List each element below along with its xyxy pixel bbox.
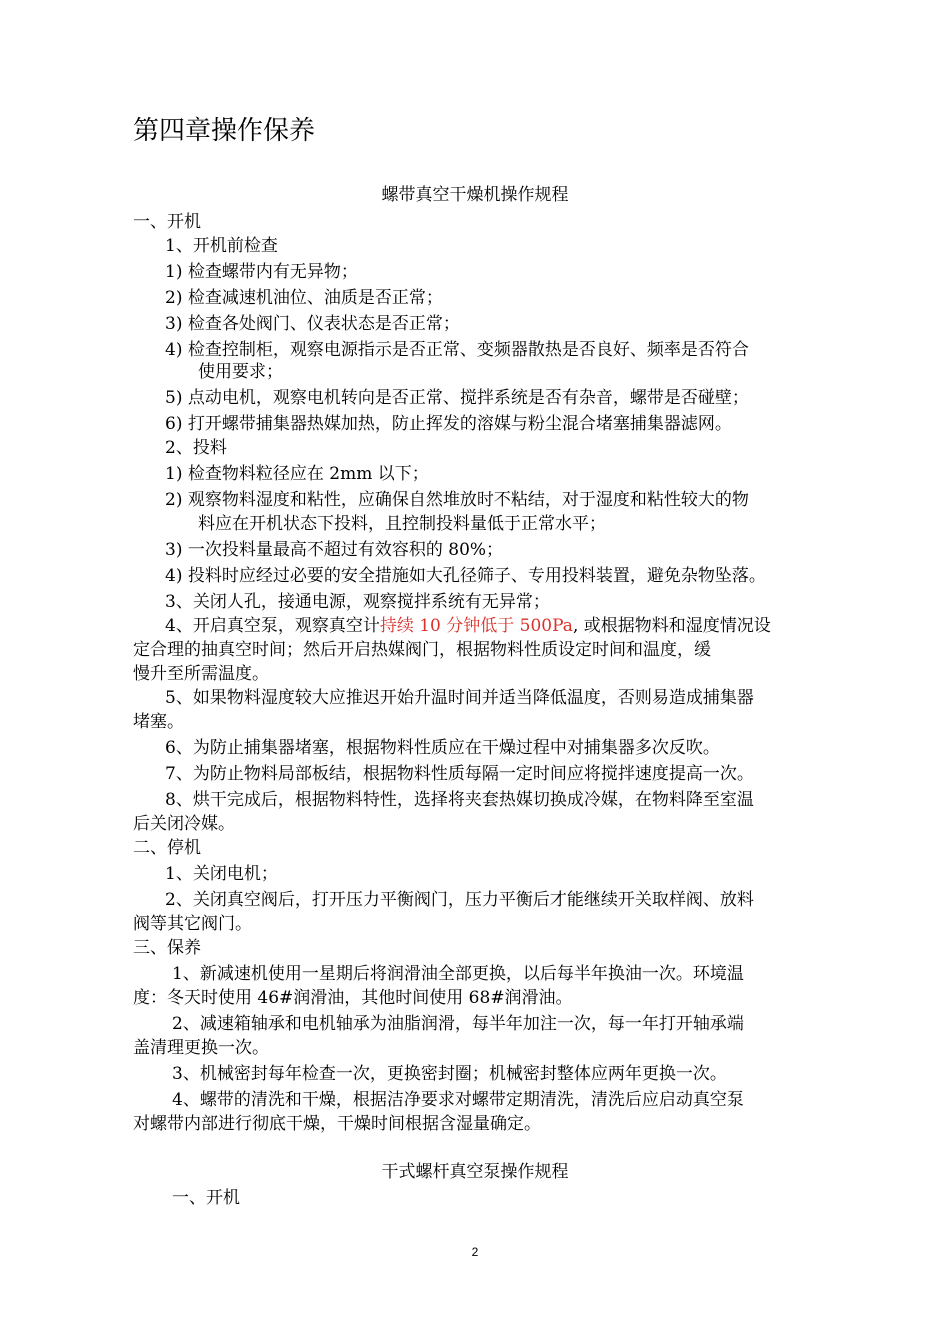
paragraph: 2、减速箱轴承和电机轴承为油脂润滑，每半年加注一次，每一年打开轴承端 xyxy=(172,1014,744,1034)
subheading: 2、投料 xyxy=(165,438,227,458)
subheading: 1、开机前检查 xyxy=(165,236,278,256)
list-item: 1) 检查螺带内有无异物； xyxy=(165,262,358,282)
list-item: 1) 检查物料粒径应在 2mm 以下； xyxy=(165,464,429,484)
paragraph: 3、机械密封每年检查一次，更换密封圈；机械密封整体应两年更换一次。 xyxy=(172,1064,727,1084)
paragraph: 1、关闭电机； xyxy=(165,864,278,884)
list-item: 2) 检查减速机油位、油质是否正常； xyxy=(165,288,443,308)
paragraph-text: , 或根据物料和湿度情况设 xyxy=(572,616,771,636)
highlight-text: 持续 10 分钟低于 500Pa xyxy=(379,616,573,636)
heading: 三、保养 xyxy=(133,938,201,958)
section-title: 螺带真空干燥机操作规程 xyxy=(381,185,569,205)
paragraph-cont: 后关闭冷媒。 xyxy=(133,814,235,834)
paragraph-cont: 盖清理更换一次。 xyxy=(133,1038,269,1058)
paragraph-cont: 堵塞。 xyxy=(133,712,184,732)
list-item: 3) 一次投料量最高不超过有效容积的 80%； xyxy=(165,540,504,560)
paragraph: 3、关闭人孔，接通电源，观察搅拌系统有无异常； xyxy=(165,592,550,612)
paragraph-text: 4、开启真空泵，观察真空计 xyxy=(165,616,380,636)
heading: 一、开机 xyxy=(133,212,201,232)
list-item: 3) 检查各处阀门、仪表状态是否正常； xyxy=(165,314,460,334)
paragraph: 6、为防止捕集器堵塞，根据物料性质应在干燥过程中对捕集器多次反吹。 xyxy=(165,738,720,758)
list-item-cont: 使用要求； xyxy=(198,362,283,382)
paragraph-cont: 慢升至所需温度。 xyxy=(133,664,269,684)
paragraph: 2、关闭真空阀后，打开压力平衡阀门，压力平衡后才能继续开关取样阀、放料 xyxy=(165,890,754,910)
page-number: 2 xyxy=(471,1245,479,1259)
heading: 二、停机 xyxy=(133,838,201,858)
paragraph-cont: 对螺带内部进行彻底干燥，干燥时间根据含湿量确定。 xyxy=(133,1114,541,1134)
list-item: 5) 点动电机，观察电机转向是否正常、搅拌系统是否有杂音，螺带是否碰壁； xyxy=(165,388,749,408)
paragraph-cont: 度：冬天时使用 46#润滑油，其他时间使用 68#润滑油。 xyxy=(133,988,573,1008)
paragraph: 5、如果物料湿度较大应推迟开始升温时间并适当降低温度，否则易造成捕集器 xyxy=(165,688,754,708)
paragraph: 1、新减速机使用一星期后将润滑油全部更换，以后每半年换油一次。环境温 xyxy=(172,964,744,984)
paragraph-cont: 阀等其它阀门。 xyxy=(133,914,252,934)
heading: 一、开机 xyxy=(172,1188,240,1208)
list-item-cont: 料应在开机状态下投料，且控制投料量低于正常水平； xyxy=(198,514,606,534)
paragraph: 8、烘干完成后，根据物料特性，选择将夹套热媒切换成冷媒，在物料降至室温 xyxy=(165,790,754,810)
paragraph-cont: 定合理的抽真空时间；然后开启热媒阀门，根据物料性质设定时间和温度，缓 xyxy=(133,640,711,660)
list-item: 6) 打开螺带捕集器热媒加热，防止挥发的溶媒与粉尘混合堵塞捕集器滤网。 xyxy=(165,414,732,434)
chapter-title: 第四章操作保养 xyxy=(133,116,316,146)
section-title: 干式螺杆真空泵操作规程 xyxy=(381,1162,569,1182)
paragraph xyxy=(165,614,771,638)
list-item: 2) 观察物料湿度和粘性，应确保自然堆放时不粘结，对于湿度和粘性较大的物 xyxy=(165,490,749,510)
list-item: 4) 检查控制柜，观察电源指示是否正常、变频器散热是否良好、频率是否符合 xyxy=(165,340,749,360)
paragraph: 4、螺带的清洗和干燥，根据洁净要求对螺带定期清洗，清洗后应启动真空泵 xyxy=(172,1090,744,1110)
paragraph: 7、为防止物料局部板结，根据物料性质每隔一定时间应将搅拌速度提高一次。 xyxy=(165,764,754,784)
list-item: 4) 投料时应经过必要的安全措施如大孔径筛子、专用投料装置，避免杂物坠落。 xyxy=(165,566,766,586)
